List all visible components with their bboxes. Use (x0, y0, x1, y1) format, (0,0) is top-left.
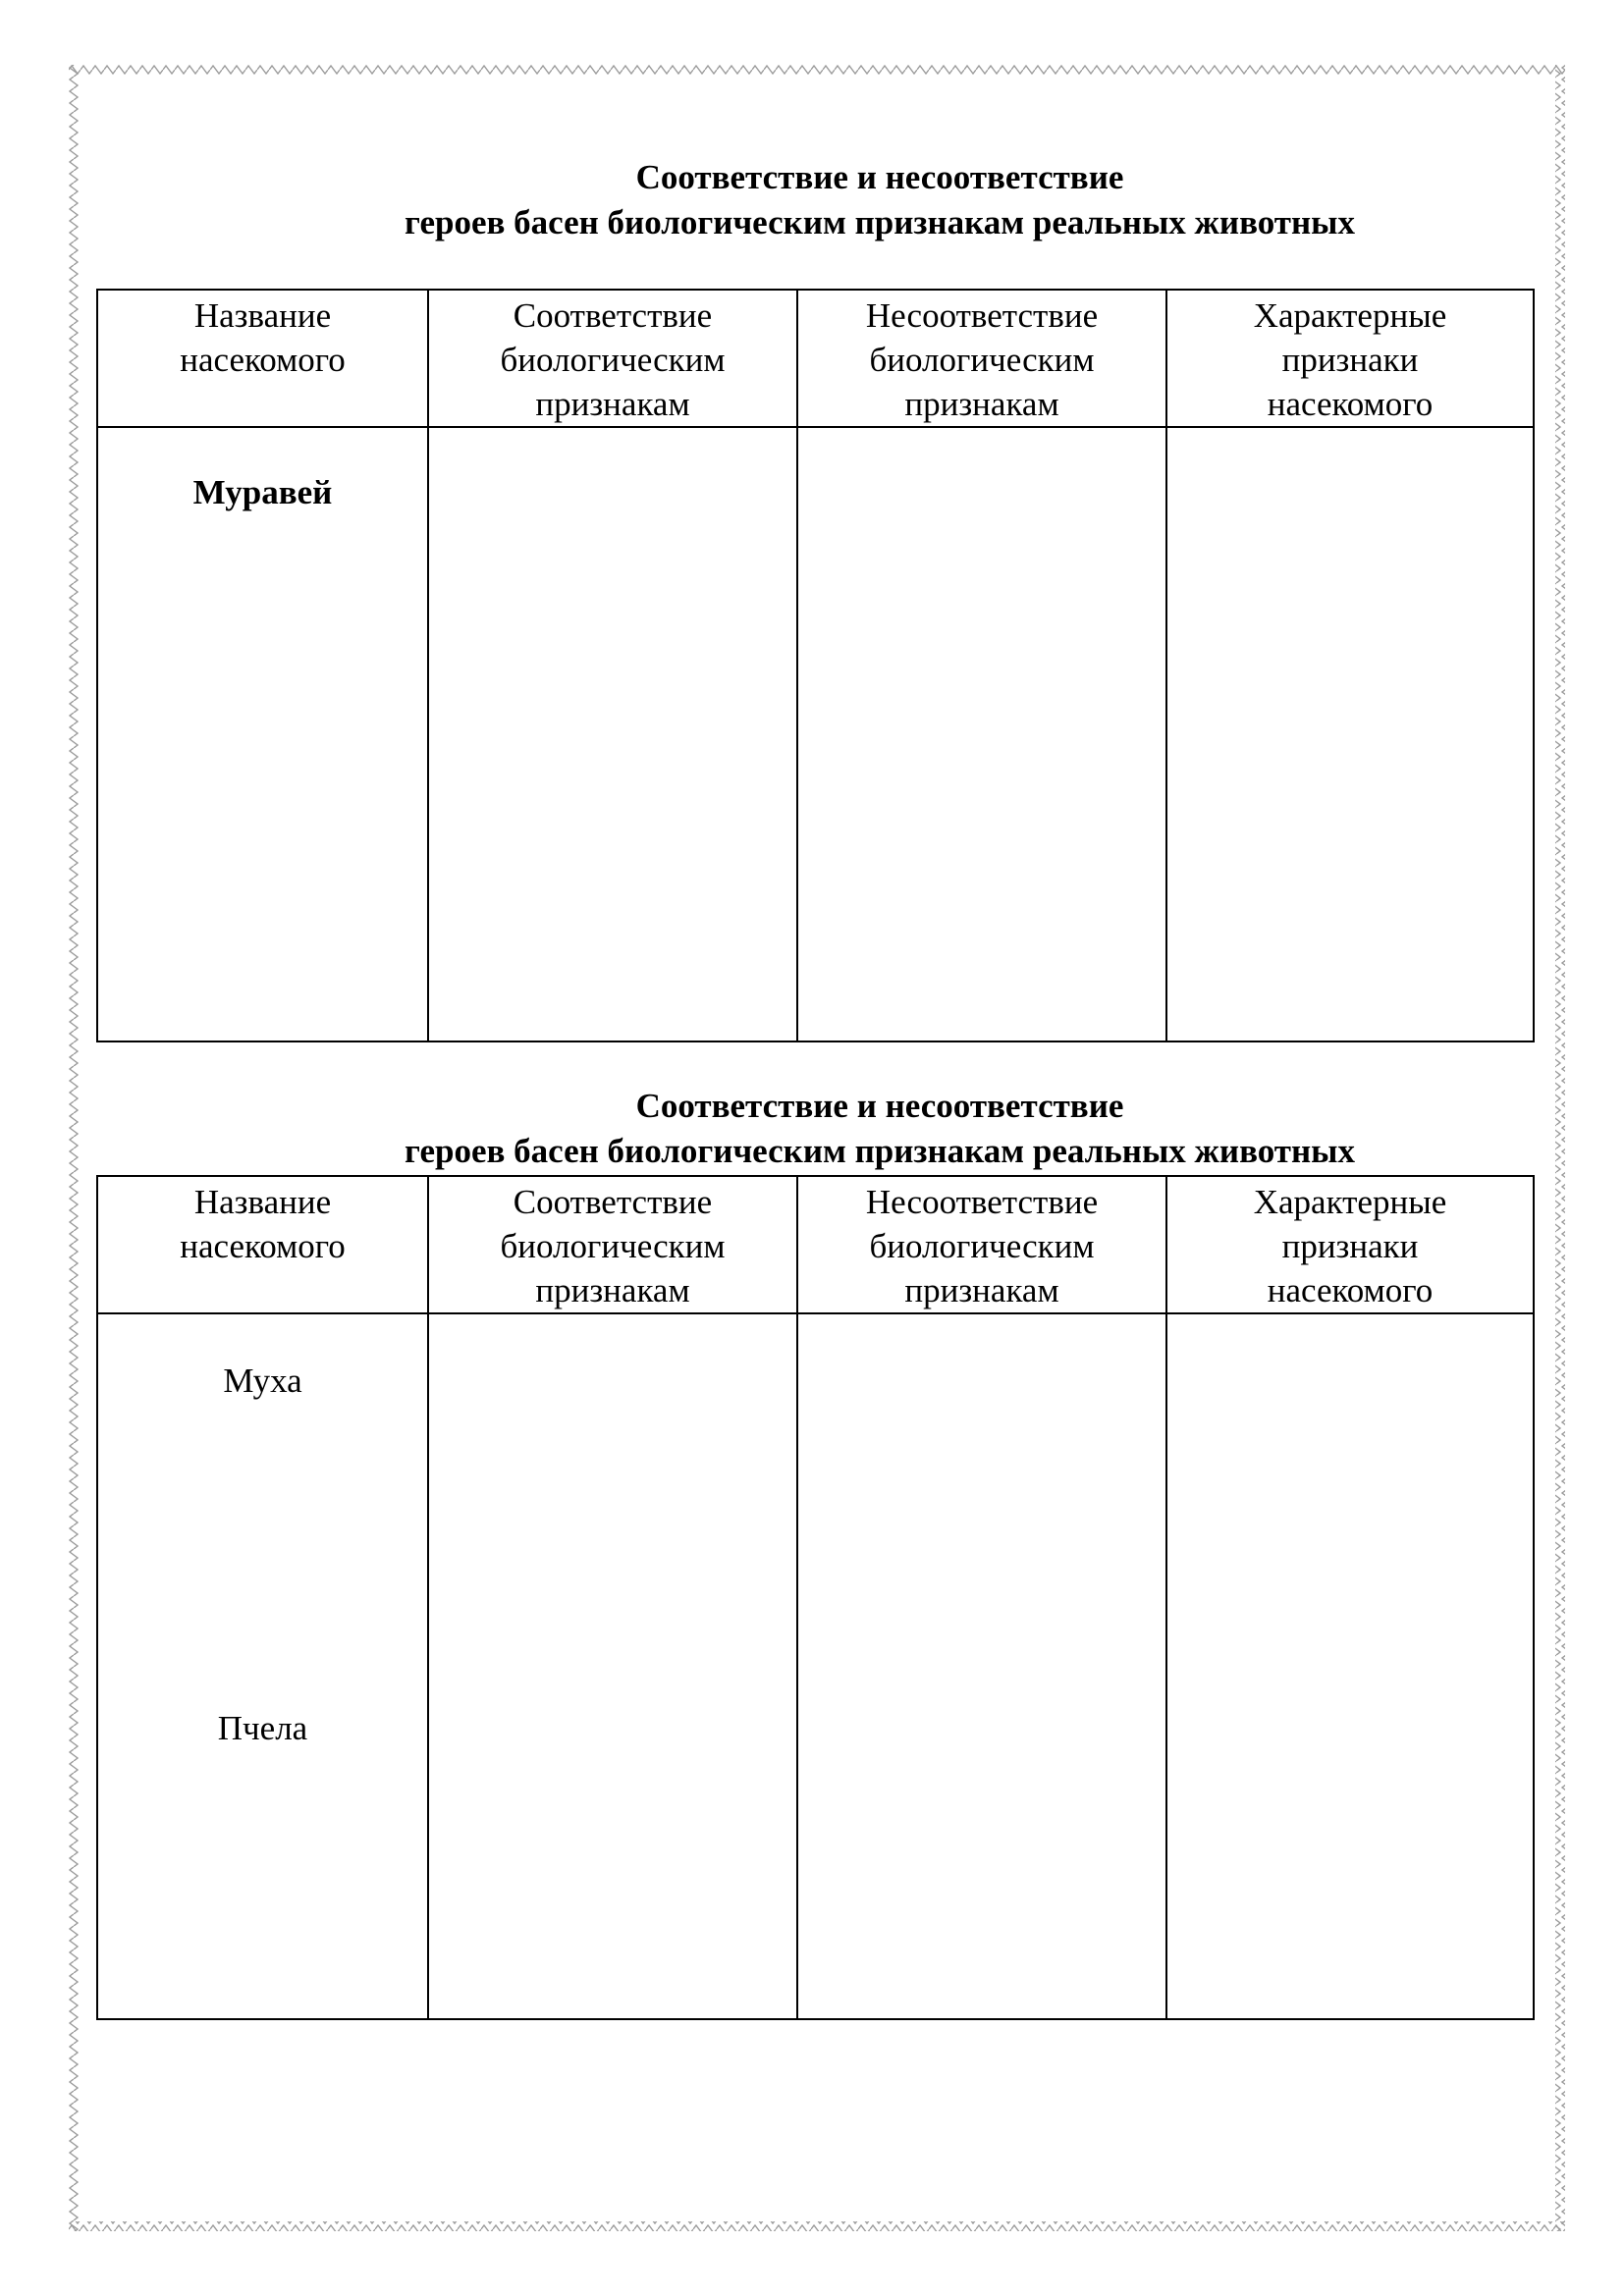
section2-title (0, 1084, 1624, 1174)
insect-name-cell (97, 1313, 428, 2019)
mismatch-cell[interactable] (797, 427, 1166, 1041)
header-traits: Характерные признаки насекомого (1166, 290, 1534, 427)
table-header-row (97, 290, 1534, 427)
section1-table (96, 289, 1535, 1042)
match-cell[interactable] (428, 1313, 797, 2019)
insect-name-cell (97, 427, 428, 1041)
insect-name: Муха (223, 1362, 302, 1400)
header-mismatch: Несоответствие биологическим признакам (797, 1176, 1166, 1313)
insect-name: Муравей (192, 473, 333, 511)
traits-cell[interactable] (1166, 1313, 1534, 2019)
header-match: Соответствие биологическим признакам (428, 1176, 797, 1313)
header-traits: Характерные признаки насекомого (1166, 1176, 1534, 1313)
header-mismatch: Несоответствие биологическим признакам (797, 290, 1166, 427)
section1-title-line2: героев басен биологическим признакам реальных животных (405, 203, 1355, 241)
match-cell[interactable] (428, 427, 797, 1041)
header-insect-name: Название насекомого (97, 290, 428, 427)
section2-title-line2: героев басен биологическим признакам реальных животных (405, 1132, 1355, 1170)
table-row (97, 1313, 1534, 2019)
insect-name: Пчела (217, 1709, 308, 1747)
table-header-row (97, 1176, 1534, 1313)
header-insect-name: Название насекомого (97, 1176, 428, 1313)
section1-title (0, 155, 1624, 245)
header-match: Соответствие биологическим признакам (428, 290, 797, 427)
table-row (97, 427, 1534, 1041)
traits-cell[interactable] (1166, 427, 1534, 1041)
mismatch-cell[interactable] (797, 1313, 1166, 2019)
section2-title-line1: Соответствие и несоответствие (635, 1087, 1124, 1125)
section2-table (96, 1175, 1535, 2020)
section1-title-line1: Соответствие и несоответствие (635, 158, 1124, 196)
